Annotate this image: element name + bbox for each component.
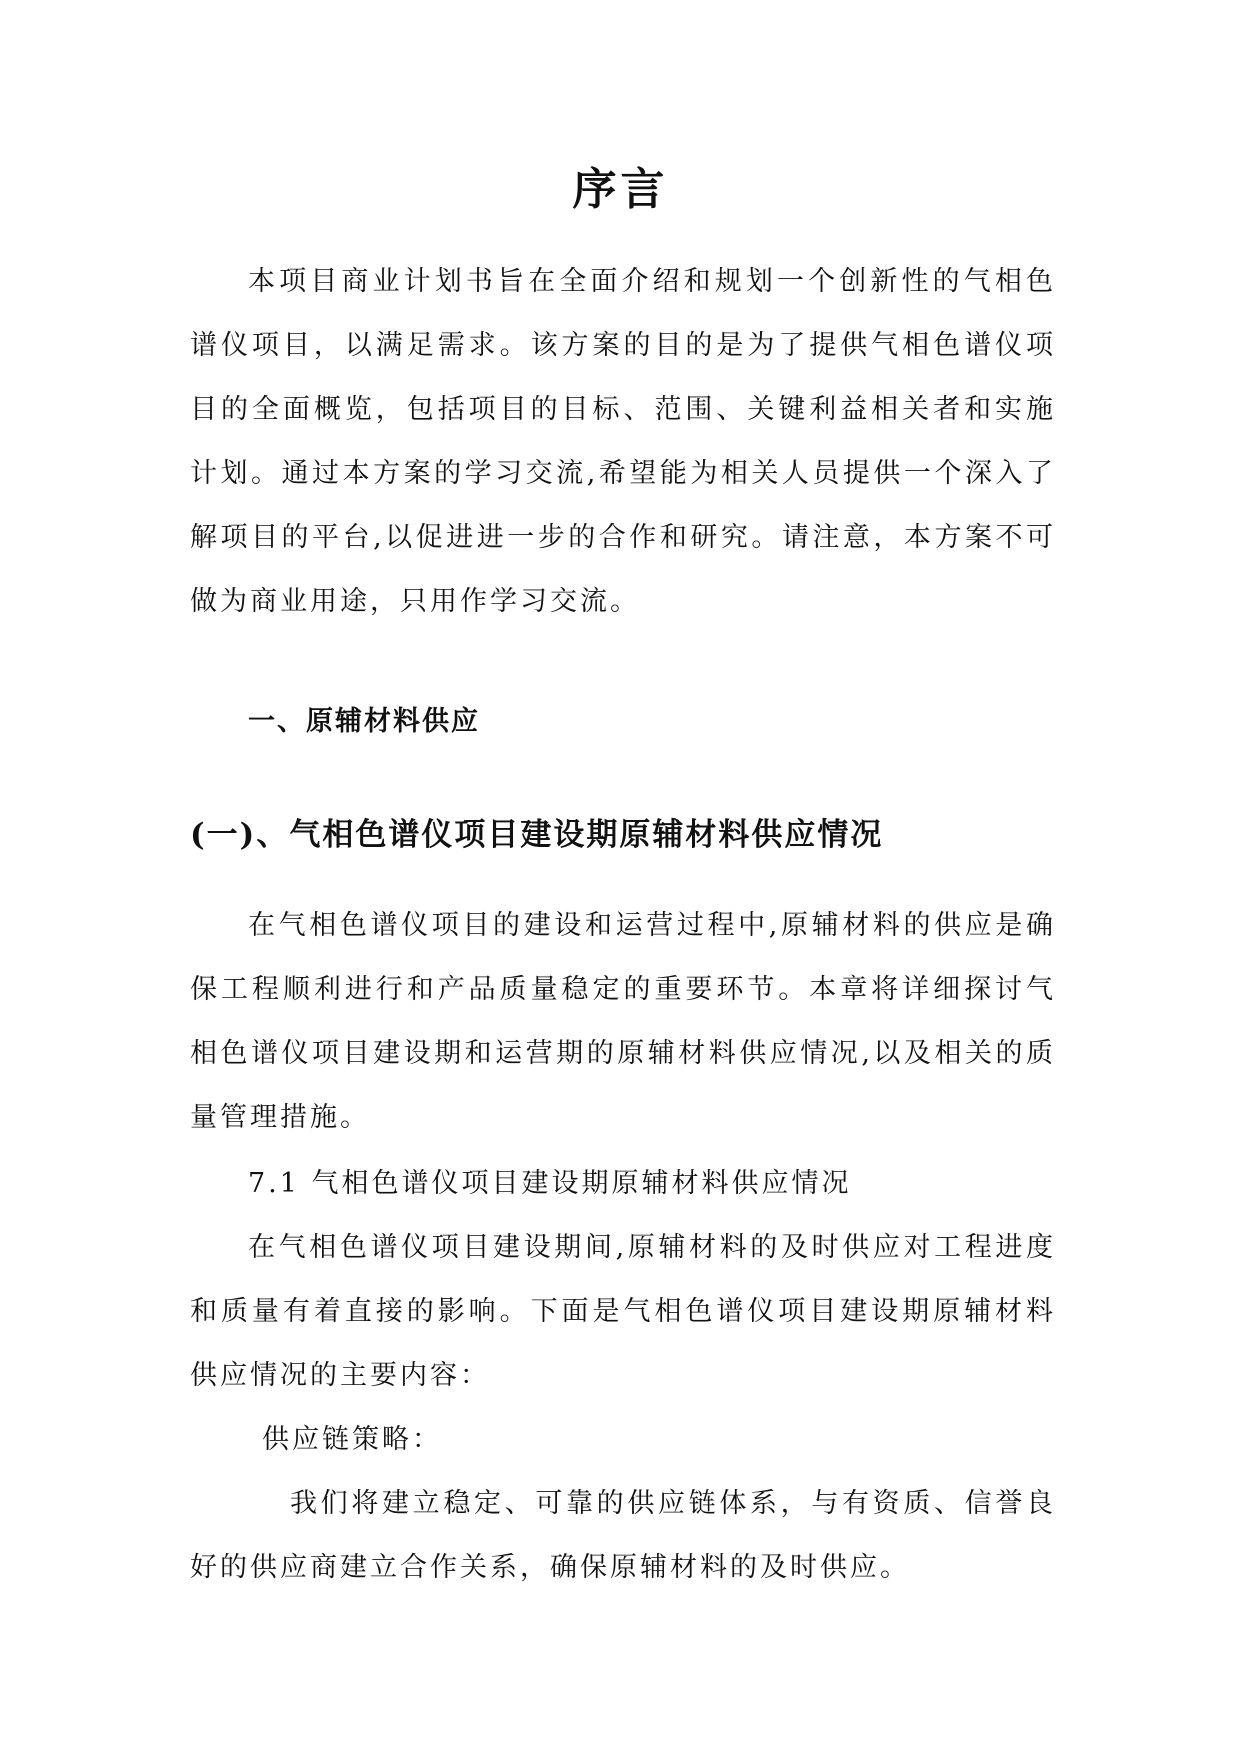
supply-chain-label: 供应链策略： bbox=[262, 1424, 442, 1455]
subsection-heading-construction-supply: (一)、气相色谱仪项目建设期原辅材料供应情况 bbox=[190, 817, 884, 853]
preface-paragraph: 本项目商业计划书旨在全面介绍和规划一个创新性的气相色谱仪项目，以满足需求。该方案的目的是为了提供气相色谱仪项目的全面概览，包括项目的目标、范围、关键利益相关者和实施计划。通过本方案的学习交流,希望能为相关人员提供一个深入了解项目的平台,以促进进一步的合作和研究。请注意，本方案不可做为商业用途，只用作学习交流。 bbox=[190, 266, 1056, 617]
intro-paragraph: 在气相色谱仪项目的建设和运营过程中,原辅材料的供应是确保工程顺利进行和产品质量稳定的重要环节。本章将详细探讨气相色谱仪项目建设期和运营期的原辅材料供应情况,以及相关的质量管理措施。 bbox=[190, 910, 1056, 1133]
supply-chain-paragraph: 我们将建立稳定、可靠的供应链体系，与有资质、信誉良好的供应商建立合作关系，确保原辅材料的及时供应。 bbox=[190, 1488, 1056, 1583]
subsection-7-1-paragraph: 在气相色谱仪项目建设期间,原辅材料的及时供应对工程进度和质量有着直接的影响。下面是气相色谱仪项目建设期原辅材料供应情况的主要内容： bbox=[190, 1232, 1056, 1391]
subsection-7-1-heading: 7.1 气相色谱仪项目建设期原辅材料供应情况 bbox=[248, 1168, 852, 1199]
section-heading-raw-materials: 一、原辅材料供应 bbox=[248, 706, 480, 737]
page-title: 序言 bbox=[572, 164, 669, 215]
